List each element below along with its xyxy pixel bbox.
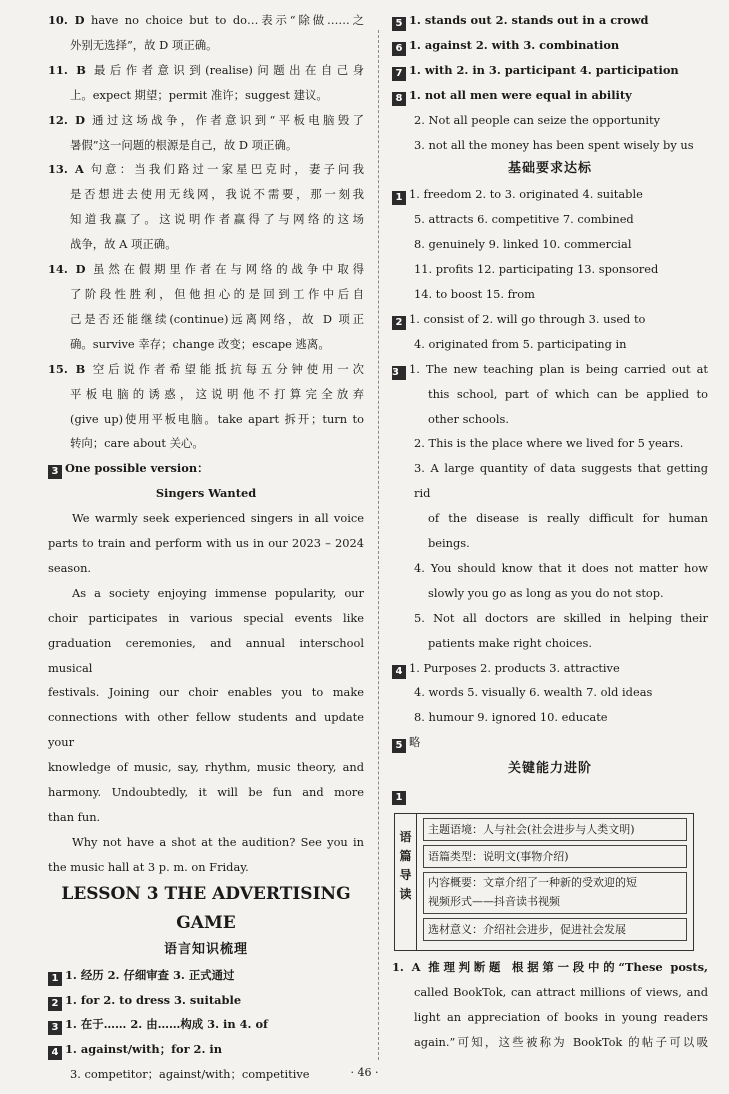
sentence-line <box>392 456 708 506</box>
section-3-label: One possible version： <box>65 461 209 476</box>
explanation-text: 确。survive 幸存；change 改变；escape 逃离。 <box>70 336 330 351</box>
basic-line <box>392 182 708 207</box>
section-badge: 2 <box>392 316 406 330</box>
explanation-line <box>48 357 364 382</box>
guide-summary <box>423 872 687 914</box>
exercise-text: 1. with 2. in 3. participant 4. participation <box>409 62 679 77</box>
explanation-text: 空后说作者希望能抵抗每五分钟使用一次 <box>92 361 364 376</box>
explanation-line <box>48 108 364 133</box>
sentence-line <box>392 606 708 631</box>
explanation-line <box>48 33 364 58</box>
basic-text: 8. genuinely 9. linked 10. commercial <box>414 237 632 252</box>
exercise-row <box>392 83 708 108</box>
answer-number: 10. D <box>48 13 85 27</box>
explanation-text: 上。expect 期望；permit 准许；suggest 建议。 <box>70 87 328 102</box>
left-column <box>48 8 364 1087</box>
explanation-text: 暑假”这一问题的根源是自己，故 D 项正确。 <box>70 137 298 152</box>
section-badge: 5 <box>392 739 406 753</box>
explanation-text: 通过这场战争，作者意识到“平板电脑毁了 <box>92 112 364 127</box>
key-badge-row <box>392 782 708 807</box>
essay-line: Why not have a shot at the audition? See you in <box>72 834 364 849</box>
reading-guide-box <box>394 813 694 951</box>
sentence-text: 3. A large quantity of data suggests that getting rid <box>414 461 708 501</box>
essay-line: We warmly seek experienced singers in all voice <box>72 511 364 526</box>
explanation-line <box>48 8 364 33</box>
guide-label-char: 读 <box>399 887 412 901</box>
right-column <box>392 8 708 1055</box>
section-title-basic: 基础要求达标 <box>507 161 592 177</box>
basic-line <box>392 257 708 282</box>
section-badge: 5 <box>392 17 406 31</box>
answer-line: again.”可知，这些被称为 BookTok 的帖子可以吸 <box>414 1034 708 1049</box>
basic-group-4 <box>392 656 708 731</box>
explanation-text: 外别无选择”，故 D 项正确。 <box>70 37 218 52</box>
sentence-line <box>392 407 708 432</box>
basic-text: 4. words 5. visually 6. wealth 7. old ideas <box>414 685 653 700</box>
sentence-text: 4. You should know that it does not matter how <box>414 560 708 575</box>
answer-number: 15. B <box>48 361 86 376</box>
basic-group-5 <box>392 730 708 755</box>
section-title-key: 关键能力进阶 <box>507 761 592 777</box>
section-badge: 3 <box>48 1021 62 1035</box>
explanation-line <box>48 431 364 456</box>
essay-line: than fun. <box>48 810 101 824</box>
explanation-line <box>48 83 364 108</box>
sentence-line <box>392 581 708 606</box>
exercise-row <box>392 33 708 58</box>
guide-genre: 语篇类型：说明文(事物介绍) <box>423 845 687 868</box>
guide-theme: 主题语境：人与社会(社会进步与人类文明) <box>423 818 687 841</box>
sentence-text: other schools. <box>428 411 509 426</box>
section-badge: 1 <box>48 972 62 986</box>
explanation-text: 最后作者意识到(realise)问题出在自己身 <box>94 62 364 77</box>
reading-guide-label <box>395 814 417 950</box>
section-badge: 6 <box>392 42 406 56</box>
answer-number: 14. D <box>48 262 86 277</box>
section-badge: 1 <box>392 791 406 805</box>
basic-text: 5. attracts 6. competitive 7. combined <box>414 212 634 227</box>
exercise-text: 1. stands out 2. stands out in a crowd <box>409 13 649 27</box>
essay-line: connections with other fellow students and update your <box>48 710 364 750</box>
answer-line: called BookTok, can attract millions of views, and <box>414 984 708 999</box>
explanation-line <box>48 58 364 83</box>
explanation-text: (give up)使用平板电脑。take apart 拆开；turn to <box>70 411 364 426</box>
section-badge: 4 <box>48 1046 62 1060</box>
top-tail-line: 3. not all the money has been spent wisely by us <box>414 137 694 152</box>
answer-line: light an appreciation of books in young readers <box>414 1009 708 1024</box>
essay-line: harmony. Undoubtedly, it will be fun and more <box>48 785 364 800</box>
explanation-text: 虽然在假期里作者在与网络的战争中取得 <box>93 262 364 277</box>
basic-group-1 <box>392 182 708 307</box>
lesson-title-line1: LESSON 3 THE ADVERTISING <box>61 883 351 904</box>
answer-line: 1. A 推理判断题 根据第一段中的“These posts, <box>392 960 708 974</box>
section-badge: 1 <box>392 191 406 205</box>
explanation-line <box>48 332 364 357</box>
guide-summary-line: 内容概要：文章介绍了一种新的受欢迎的短 <box>428 876 637 889</box>
lesson-title-line2: GAME <box>176 912 236 933</box>
section-badge: 3 <box>48 465 62 479</box>
basic-line <box>392 680 708 705</box>
basic-text: 4. originated from 5. participating in <box>414 336 627 351</box>
basic-line <box>392 232 708 257</box>
basic-line <box>392 207 708 232</box>
vocab-text: 1. 在于…… 2. 由……构成 3. in 4. of <box>65 1017 268 1032</box>
section-badge: 3 <box>392 366 406 380</box>
essay-line: As a society enjoying immense popularity, our <box>72 585 364 600</box>
column-divider <box>378 30 379 1060</box>
basic-text: 8. humour 9. ignored 10. educate <box>414 710 608 725</box>
exercise-answers-top <box>392 8 708 108</box>
vocab-text: 1. against/with；for 2. in <box>65 1042 223 1057</box>
exercise-row <box>392 8 708 33</box>
essay-line: knowledge of music, say, rhythm, music theory, and <box>48 760 364 775</box>
sentence-line <box>392 382 708 407</box>
explanation-line <box>48 407 364 432</box>
answer-number: 13. A <box>48 162 84 177</box>
basic-line <box>392 332 708 357</box>
essay-title: Singers Wanted <box>155 486 257 501</box>
sentence-text: this school, part of which can be applied to <box>428 386 708 401</box>
sentence-text: slowly you go as long as you do not stop. <box>428 585 664 600</box>
sentence-line <box>392 556 708 581</box>
explanation-line <box>48 133 364 158</box>
essay-line: parts to train and perform with us in our 2023 – 2024 <box>48 536 364 551</box>
basic-text: 11. profits 12. participating 13. sponsored <box>414 262 659 277</box>
explanation-text: 句意：当我们路过一家星巴克时，妻子问我 <box>90 162 364 177</box>
basic-line <box>392 307 708 332</box>
explanation-line <box>48 282 364 307</box>
explanation-text: 是否想进去使用无线网，我说不需要，那一刻我 <box>70 187 364 202</box>
guide-label-char: 语 <box>399 830 412 844</box>
exercise-row <box>392 58 708 83</box>
sentence-text: 5. Not all doctors are skilled in helping their <box>414 610 708 625</box>
section-badge: 8 <box>392 92 406 106</box>
explanation-line <box>48 207 364 232</box>
explanation-text: 战争，故 A 项正确。 <box>70 237 177 252</box>
guide-label-char: 篇 <box>399 849 412 863</box>
explanation-line <box>48 157 364 182</box>
answer-number: 11. B <box>48 62 86 77</box>
vocab-row <box>48 963 364 988</box>
essay-line: the music hall at 3 p. m. on Friday. <box>48 859 249 874</box>
sentence-text: patients make right choices. <box>428 635 592 650</box>
section-3-heading <box>48 456 364 481</box>
basic-group-2 <box>392 307 708 357</box>
section-badge: 7 <box>392 67 406 81</box>
explanation-text: 了阶段性胜利，但他担心的是回到工作中后自 <box>70 286 364 301</box>
sentence-text: 1. The new teaching plan is being carried out at <box>409 361 708 376</box>
sentence-text: 2. This is the place where we lived for 5 years. <box>414 436 684 451</box>
explanation-text: 平板电脑的诱惑，这说明他不打算完全放弃 <box>70 386 364 401</box>
guide-label-char: 导 <box>399 868 412 882</box>
basic-line <box>392 656 708 681</box>
vocab-row <box>48 1012 364 1037</box>
page-number: · 46 · <box>350 1066 379 1079</box>
sentence-line <box>392 357 708 382</box>
sentence-text: beings. <box>428 536 470 551</box>
basic-text: 1. Purposes 2. products 3. attractive <box>409 660 620 675</box>
explanation-text: 己是否还能继续(continue)远离网络，故 D 项正 <box>70 311 364 326</box>
answer-number: 12. D <box>48 112 86 127</box>
sentence-line <box>392 631 708 656</box>
explanation-text: have no choice but to do…表示“除做……之 <box>91 13 364 27</box>
essay-body <box>48 506 364 880</box>
answer-explanations <box>48 8 364 456</box>
vocab-text: 1. 经历 2. 仔细审查 3. 正式通过 <box>65 967 235 982</box>
basic-line <box>392 282 708 307</box>
explanation-line <box>48 307 364 332</box>
guide-meaning: 选材意义：介绍社会进步，促进社会发展 <box>423 918 687 941</box>
answer-1 <box>392 955 708 1055</box>
basic-5-text: 略 <box>409 735 421 750</box>
exercise-text: 1. against 2. with 3. combination <box>409 37 620 52</box>
section-badge: 4 <box>392 665 406 679</box>
explanation-line <box>48 257 364 282</box>
explanation-line <box>48 232 364 257</box>
essay-line: season. <box>48 560 92 575</box>
essay-line: festivals. Joining our choir enables you to make <box>48 685 364 700</box>
basic-group-3 <box>392 357 708 656</box>
vocab-answers <box>48 963 364 1063</box>
basic-text: 1. freedom 2. to 3. originated 4. suitable <box>409 187 643 202</box>
vocab-tail: 3. competitor；against/with；competitive <box>70 1067 310 1082</box>
sentence-line <box>392 531 708 556</box>
guide-summary-line: 视频形式——抖音读书视频 <box>428 895 560 908</box>
explanation-line <box>48 182 364 207</box>
essay-line: choir participates in various special events like <box>48 610 364 625</box>
sentence-line <box>392 431 708 456</box>
section-title-knowledge: 语言知识梳理 <box>163 941 248 957</box>
sentence-text: of the disease is really difficult for human <box>428 511 708 526</box>
explanation-text: 转向；care about 关心。 <box>70 436 204 451</box>
vocab-row <box>48 988 364 1013</box>
top-tail-line: 2. Not all people can seize the opportunity <box>414 112 661 127</box>
vocab-row <box>48 1037 364 1062</box>
basic-text: 1. consist of 2. will go through 3. used to <box>409 311 646 326</box>
section-badge: 2 <box>48 997 62 1011</box>
vocab-text: 1. for 2. to dress 3. suitable <box>65 992 242 1007</box>
explanation-line <box>48 382 364 407</box>
explanation-text: 知道我赢了。这说明作者赢得了与网络的这场 <box>70 212 364 227</box>
exercise-text: 1. not all men were equal in ability <box>409 87 632 102</box>
essay-line: graduation ceremonies, and annual interschool musical <box>48 635 364 675</box>
basic-text: 14. to boost 15. from <box>414 286 535 301</box>
basic-line <box>392 705 708 730</box>
sentence-line <box>392 506 708 531</box>
